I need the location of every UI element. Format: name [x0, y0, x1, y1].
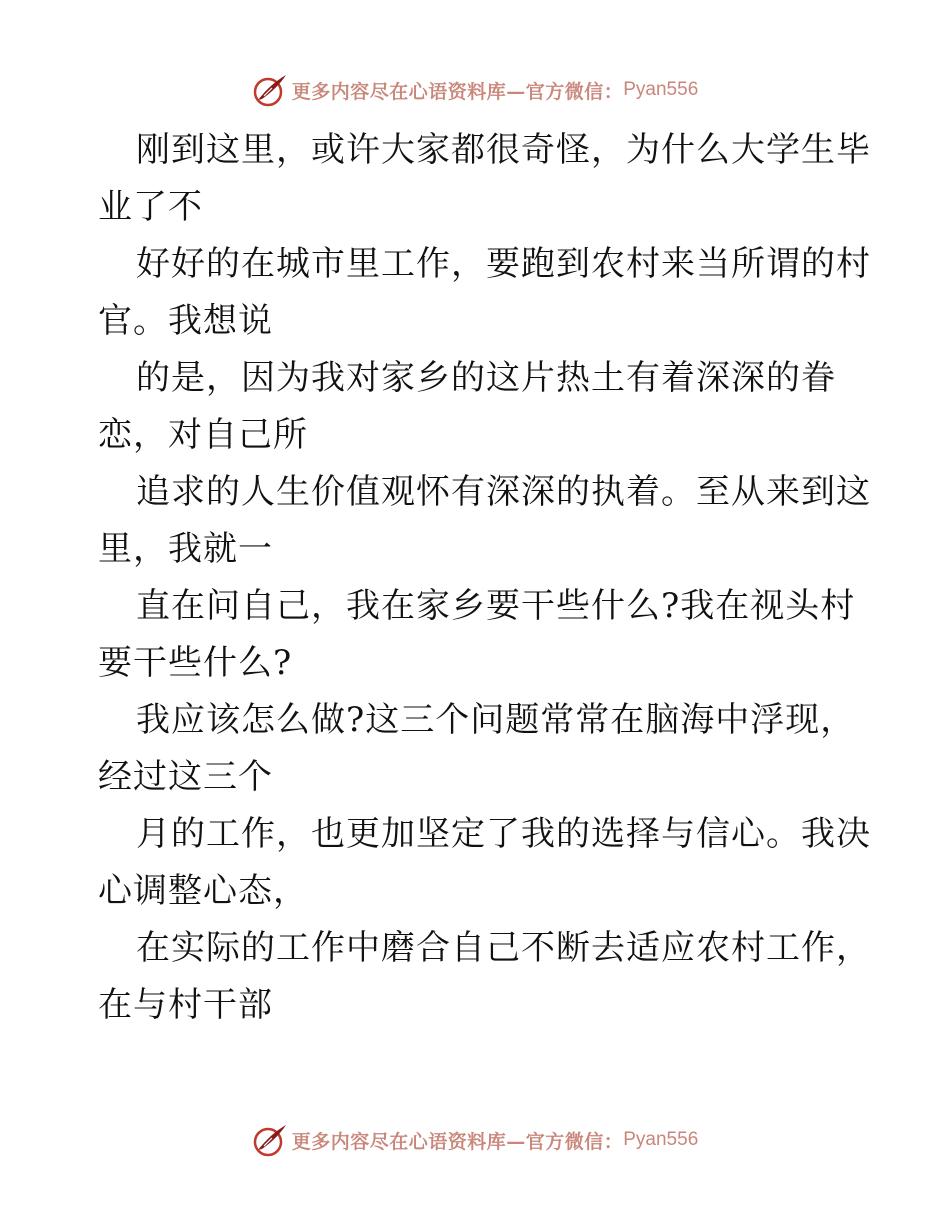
text-line: 我应该怎么做?这三个问题常常在脑海中浮现， [136, 700, 856, 740]
text-line: 在实际的工作中磨合自己不断去适应农村工作， [136, 928, 871, 968]
text-line: 好好的在城市里工作，要跑到农村来当所谓的村 [136, 244, 871, 284]
text-line: 恋，对自己所 [98, 415, 308, 455]
quill-pen-logo-icon [252, 1122, 288, 1158]
text-line: 官。我想说 [98, 301, 273, 341]
text-line: 的是，因为我对家乡的这片热土有着深深的眷 [136, 358, 836, 398]
header-watermark [0, 70, 950, 110]
text-line: 直在问自己，我在家乡要干些什么?我在视头村 [136, 586, 856, 626]
quill-pen-logo-icon [252, 72, 288, 108]
watermark-wechat-id: Pyan556 [623, 1129, 699, 1150]
footer-watermark [0, 1120, 950, 1160]
text-line: 经过这三个 [98, 757, 273, 797]
watermark-text: 更多内容尽在心语资料库—官方微信： [291, 1130, 624, 1153]
watermark-wechat-id: Pyan556 [623, 79, 699, 100]
text-line: 要干些什么? [98, 643, 293, 683]
text-line: 月的工作，也更加坚定了我的选择与信心。我决 [136, 814, 871, 854]
document-body [98, 122, 871, 1034]
text-line: 心调整心态， [98, 871, 308, 911]
text-line: 在与村干部 [98, 985, 273, 1025]
text-line: 里，我就一 [98, 529, 273, 569]
text-line: 追求的人生价值观怀有深深的执着。至从来到这 [136, 472, 871, 512]
text-line: 业了不 [98, 187, 203, 227]
watermark-text: 更多内容尽在心语资料库—官方微信： [291, 80, 624, 103]
text-line: 刚到这里，或许大家都很奇怪，为什么大学生毕 [136, 130, 871, 170]
